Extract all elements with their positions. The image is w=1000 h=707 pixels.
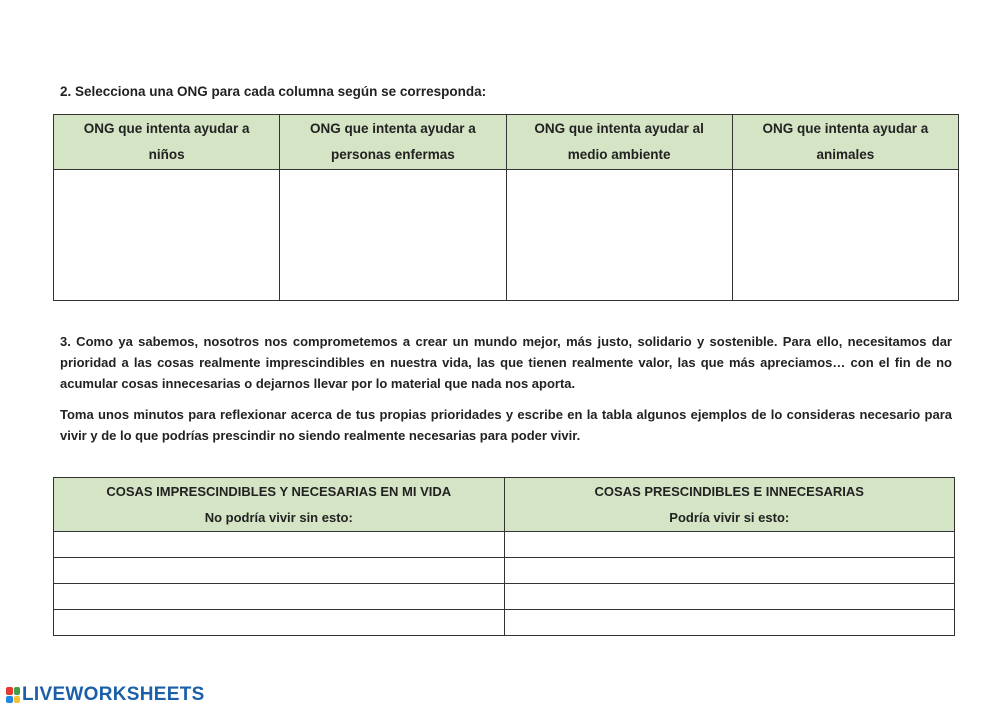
section-3-paragraph: 3. Como ya sabemos, nosotros nos comprometemos a crear un mundo mejor, más justo, solidario y sostenible. Para ello, necesitamos dar prioridad a las cosas realmente imprescindibles en nuestra vida, las que tienen realmente valor, las que más apreciamos… con el fin de no acumular cosas innecesarias o dejarnos llevar por lo material que nada nos aporta. [60, 334, 952, 391]
dispensable-answer-cell[interactable] [504, 558, 955, 584]
table-row [54, 584, 955, 610]
liveworksheets-logo-icon [6, 687, 20, 703]
header-line: ONG que intenta ayudar al [534, 121, 704, 136]
ong-column-header-sick [280, 115, 506, 170]
ong-answer-cell-sick[interactable] [280, 170, 506, 301]
header-line: medio ambiente [567, 147, 671, 162]
dispensable-answer-cell[interactable] [504, 610, 955, 636]
essential-answer-cell[interactable] [54, 558, 505, 584]
header-line: ONG que intenta ayudar a [762, 121, 929, 136]
header-line: ONG que intenta ayudar a [309, 121, 476, 136]
header-line: COSAS PRESCINDIBLES E INNECESARIAS [594, 483, 864, 499]
table-row [54, 532, 955, 558]
header-line: animales [816, 147, 875, 162]
essential-answer-cell[interactable] [54, 584, 505, 610]
header-line: niños [148, 147, 185, 162]
dispensable-answer-cell[interactable] [504, 584, 955, 610]
ong-answer-cell-animals[interactable] [732, 170, 958, 301]
essential-column-header [54, 478, 505, 532]
ong-answer-cell-children[interactable] [54, 170, 280, 301]
header-line: personas enfermas [330, 147, 455, 162]
table-row [54, 610, 955, 636]
ong-answer-cell-environment[interactable] [506, 170, 732, 301]
ong-column-header-environment [506, 115, 732, 170]
ong-table [53, 114, 959, 301]
header-line: COSAS IMPRESCINDIBLES Y NECESARIAS EN MI VIDA [106, 483, 452, 499]
dispensable-answer-cell[interactable] [504, 532, 955, 558]
section-3-instructions: Toma unos minutos para reflexionar acerca de tus propias prioridades y escribe en la tabla algunos ejemplos de lo consideras necesario para vivir y de lo que podrías prescindir no siendo realmente necesarias para poder vivir. [60, 407, 952, 443]
header-line: ONG que intenta ayudar a [83, 121, 250, 136]
logo-text: LIVEWORKSHEETS [22, 684, 205, 705]
ong-column-header-animals [732, 115, 958, 170]
section-2-heading: 2. Selecciona una ONG para cada columna según se corresponda: [60, 84, 487, 99]
liveworksheets-logo[interactable] [6, 684, 205, 706]
priorities-table [53, 477, 955, 636]
ong-column-header-children [54, 115, 280, 170]
essential-answer-cell[interactable] [54, 532, 505, 558]
dispensable-column-header [504, 478, 955, 532]
table-row [54, 558, 955, 584]
essential-answer-cell[interactable] [54, 610, 505, 636]
header-line: No podría vivir sin esto: [204, 509, 353, 525]
header-line: Podría vivir si esto: [669, 509, 790, 525]
